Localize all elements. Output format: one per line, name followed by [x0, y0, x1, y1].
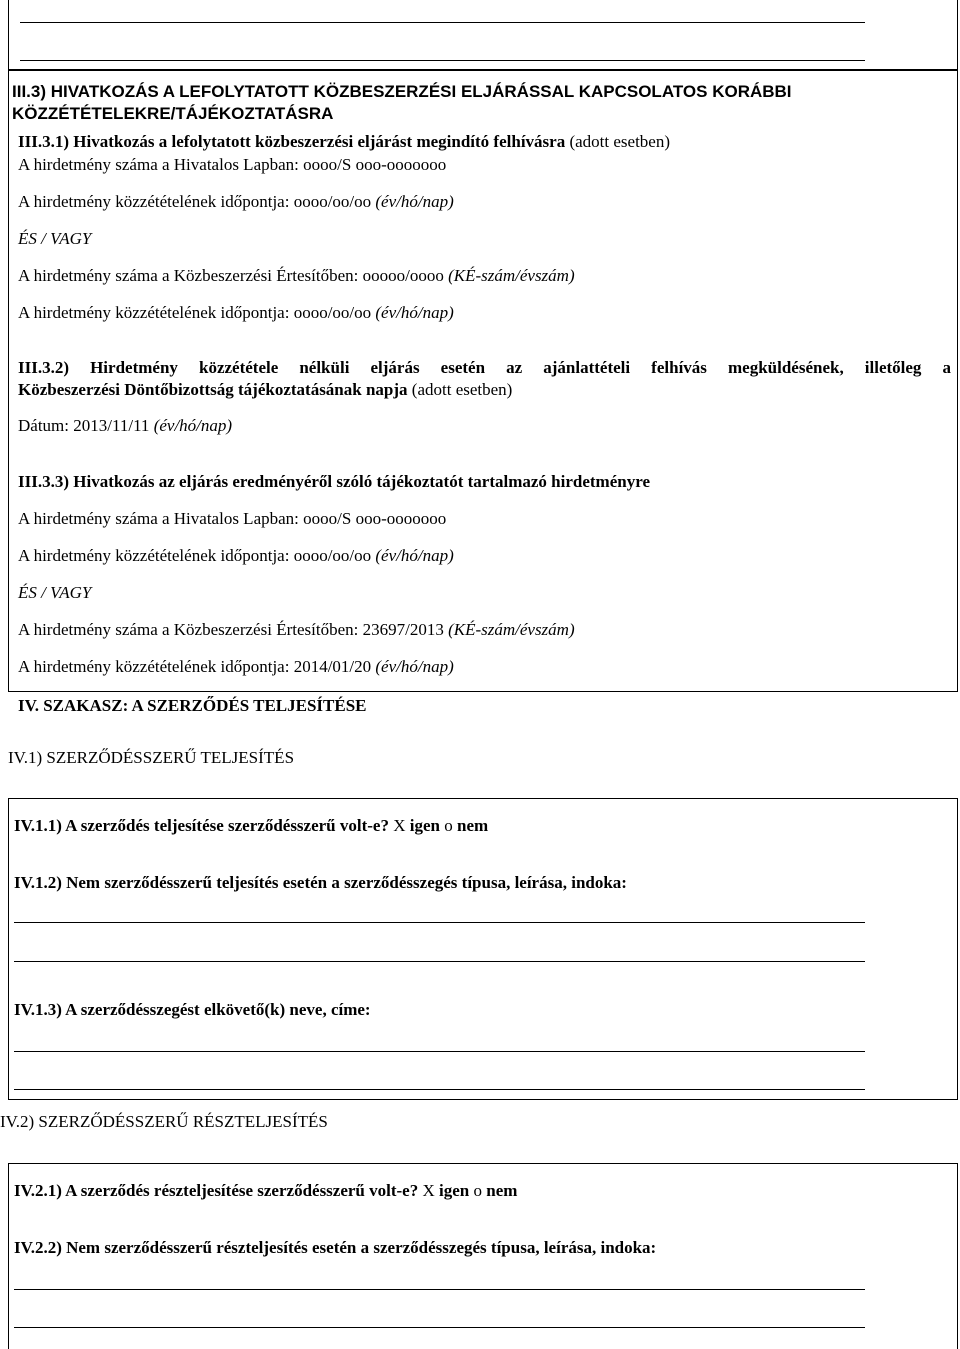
- p3-oj-date: [18, 545, 454, 567]
- p1-and-or: ÉS / VAGY: [18, 229, 92, 248]
- iv21-no-label: nem: [486, 1181, 518, 1200]
- p3-ke-date: [18, 656, 454, 678]
- section-iii3-heading-line1: III.3) HIVATKOZÁS A LEFOLYTATOTT KÖZBESZERZÉSI ELJÁRÁSSAL KAPCSOLATOS KORÁBBI: [12, 82, 792, 101]
- p1-oj-number-label: A hirdetmény száma a Hivatalos Lapban:: [18, 155, 304, 174]
- p3-oj-number-value: oooo/S ooo-ooooooo: [303, 509, 447, 528]
- p2-title-line1: III.3.2) Hirdetmény közzététele nélküli eljárás esetén az ajánlattételi felhívás megküldésének, illetőleg a: [18, 358, 951, 377]
- p2-date-label: Dátum:: [18, 416, 74, 435]
- blank-line: [20, 60, 865, 61]
- p3-ke-date-label: A hirdetmény közzétételének időpontja:: [18, 657, 294, 676]
- iv21-yes-label: igen: [439, 1181, 470, 1200]
- p2-title-line2: [18, 379, 512, 401]
- p3-ke-date-value: 2014/01/20: [293, 657, 372, 676]
- p1-ke-date-value: oooo/oo/oo: [293, 303, 372, 322]
- p3-and-or: ÉS / VAGY: [18, 583, 92, 602]
- p3-ke-number-value: 23697/2013: [362, 620, 444, 639]
- iv11-question-label: IV.1.1) A szerződés teljesítése szerződésszerű volt-e?: [14, 816, 389, 835]
- p1-ke-date-format: (év/hó/nap): [375, 303, 454, 322]
- p1-ke-date-label: A hirdetmény közzétételének időpontja:: [18, 303, 294, 322]
- p1-ke-number-value: ooooo/oooo: [362, 266, 444, 285]
- p3-ke-format: (KÉ-szám/évszám): [448, 620, 575, 639]
- iv11-yes-mark[interactable]: X: [388, 816, 410, 835]
- p3-ke-number-label: A hirdetmény száma a Közbeszerzési Értesítőben:: [18, 620, 363, 639]
- iv13-answer-line[interactable]: [14, 1089, 865, 1090]
- p3-ke-number: [18, 619, 575, 641]
- iv21-question: [14, 1180, 517, 1202]
- p3-oj-number-label: A hirdetmény száma a Hivatalos Lapban:: [18, 509, 304, 528]
- iv11-no-label: nem: [457, 816, 489, 835]
- iv13-question-label: IV.1.3) A szerződésszegést elkövető(k) neve, címe:: [14, 1000, 371, 1019]
- p2-title-suffix: (adott esetben): [407, 380, 513, 399]
- iv21-yes-mark[interactable]: X: [418, 1181, 440, 1200]
- p1-oj-date: [18, 191, 454, 213]
- p1-oj-date-format: (év/hó/nap): [375, 192, 454, 211]
- iv1-heading: IV.1) SZERZŐDÉSSZERŰ TELJESÍTÉS: [8, 748, 295, 767]
- section-iv-heading: IV. SZAKASZ: A SZERZŐDÉS TELJESÍTÉSE: [18, 696, 367, 715]
- p1-oj-date-label: A hirdetmény közzétételének időpontja:: [18, 192, 294, 211]
- p3-oj-date-label: A hirdetmény közzétételének időpontja:: [18, 546, 294, 565]
- p2-date-format: (év/hó/nap): [153, 416, 233, 435]
- p1-ke-date: [18, 302, 454, 324]
- p2-title-text: Közbeszerzési Döntőbizottság tájékoztatásának napja: [18, 380, 408, 399]
- iv13-answer-line[interactable]: [14, 1051, 865, 1052]
- iv12-answer-line[interactable]: [14, 961, 865, 962]
- section-iv1-box: [8, 798, 958, 1100]
- p3-oj-date-format: (év/hó/nap): [375, 546, 454, 565]
- p1-ke-number-label: A hirdetmény száma a Közbeszerzési Értesítőben:: [18, 266, 363, 285]
- p3-title: III.3.3) Hivatkozás az eljárás eredményéről szóló tájékoztatót tartalmazó hirdetményre: [18, 472, 650, 491]
- section-iii3-heading-line2: KÖZZÉTÉTELEKRE/TÁJÉKOZTATÁSRA: [12, 104, 334, 123]
- iv21-question-label: IV.2.1) A szerződés részteljesítése szerződésszerű volt-e?: [14, 1181, 419, 1200]
- iv22-question-label: IV.2.2) Nem szerződésszerű részteljesítés esetén a szerződésszegés típusa, leírása, indoka:: [14, 1238, 657, 1257]
- blank-line: [20, 22, 865, 23]
- p1-oj-number: [18, 154, 446, 176]
- p2-date: [18, 415, 232, 437]
- iv22-answer-line[interactable]: [14, 1327, 865, 1328]
- p1-ke-number: [18, 265, 575, 287]
- p1-title-text: III.3.1) Hivatkozás a lefolytatott közbeszerzési eljárást megindító felhívásra: [18, 132, 566, 151]
- iv11-no-mark[interactable]: o: [440, 816, 457, 835]
- iv2-heading: IV.2) SZERZŐDÉSSZERŰ RÉSZTELJESÍTÉS: [0, 1112, 328, 1131]
- iv11-yes-label: igen: [409, 816, 440, 835]
- p1-oj-number-value: oooo/S ooo-ooooooo: [303, 155, 447, 174]
- iv12-question-label: IV.1.2) Nem szerződésszerű teljesítés esetén a szerződésszegés típusa, leírása, indoka:: [14, 873, 627, 892]
- iv12-answer-line[interactable]: [14, 922, 865, 923]
- iv11-question: [14, 815, 488, 837]
- p1-oj-date-value: oooo/oo/oo: [293, 192, 372, 211]
- p2-date-value: 2013/11/11: [73, 416, 150, 435]
- p1-title-suffix: (adott esetben): [565, 132, 671, 151]
- p1-title: [18, 131, 670, 153]
- p3-oj-date-value: oooo/oo/oo: [293, 546, 372, 565]
- iv22-answer-line[interactable]: [14, 1289, 865, 1290]
- p3-oj-number: [18, 508, 446, 530]
- p1-ke-format: (KÉ-szám/évszám): [448, 266, 575, 285]
- iv21-no-mark[interactable]: o: [469, 1181, 487, 1200]
- p3-ke-date-format: (év/hó/nap): [375, 657, 454, 676]
